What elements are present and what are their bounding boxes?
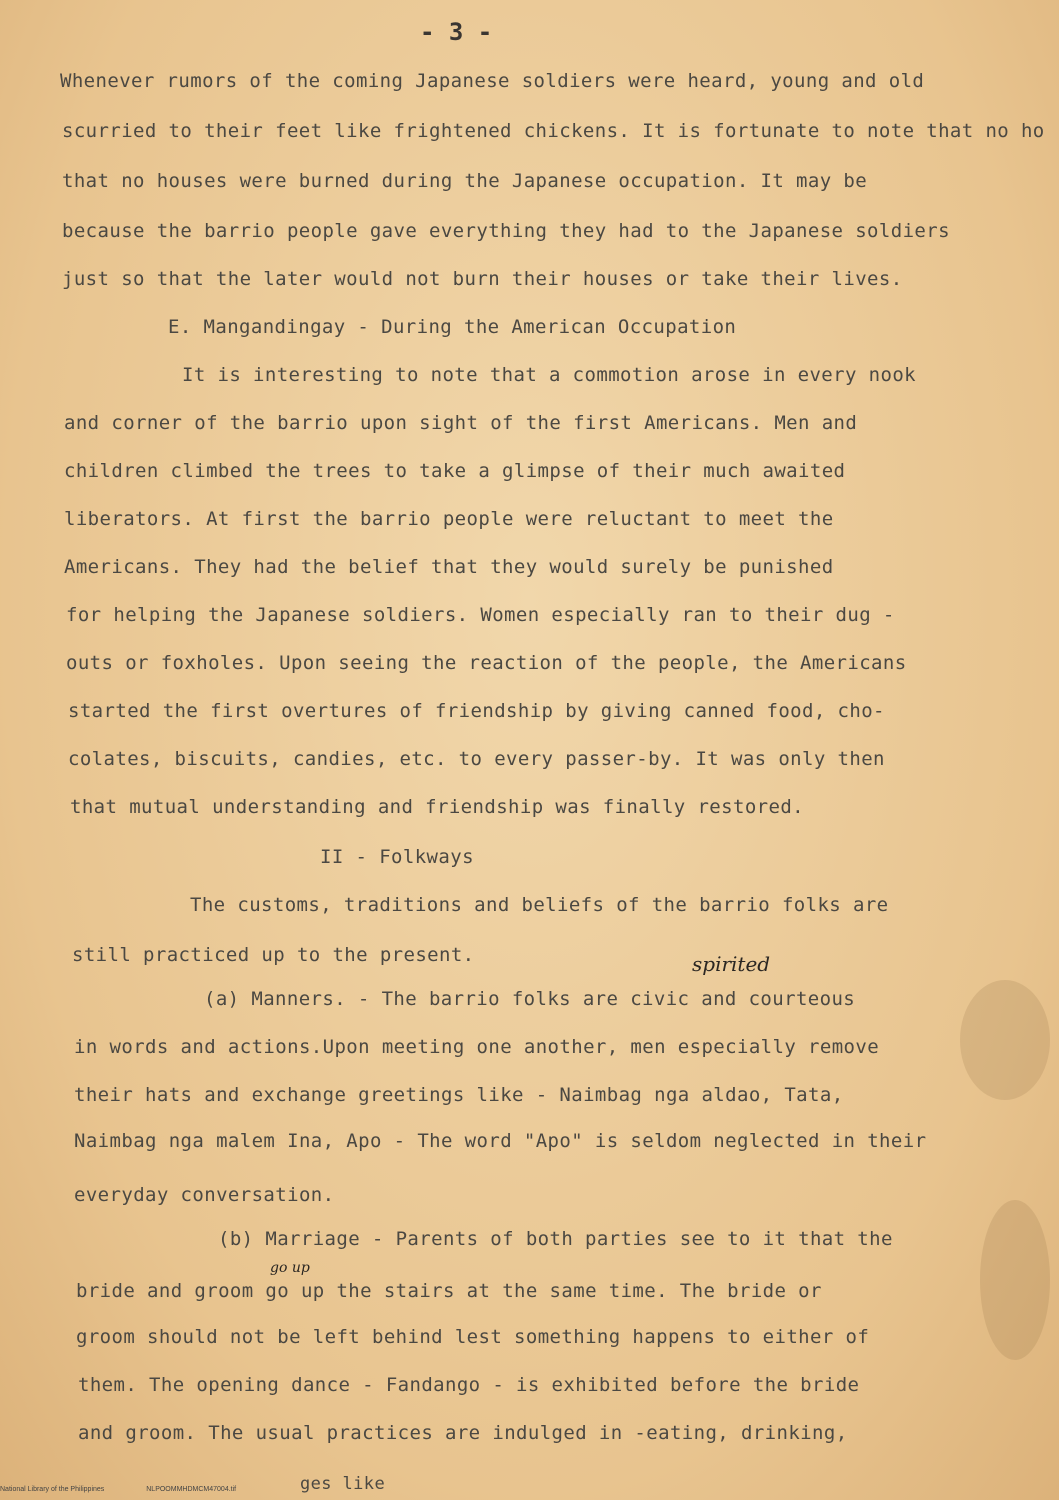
section-heading: II - Folkways [320, 846, 474, 868]
text-line: their hats and exchange greetings like - Naimbag nga aldao, Tata, [74, 1084, 844, 1106]
text-line: for helping the Japanese soldiers. Women especially ran to their dug - [66, 604, 895, 626]
page-number: - 3 - [420, 18, 493, 46]
text-line: scurried to their feet like frightened chickens. It is fortunate to note that no ho [62, 120, 1045, 142]
text-line: It is interesting to note that a commotion arose in every nook [182, 364, 917, 386]
stain [960, 980, 1050, 1100]
stain [980, 1200, 1050, 1360]
text-line: liberators. At first the barrio people were reluctant to meet the [64, 508, 834, 530]
text-line: groom should not be left behind lest something happens to either of [76, 1326, 870, 1348]
text-line: that no houses were burned during the Japanese occupation. It may be [62, 170, 868, 192]
text-line: Americans. They had the belief that they would surely be punished [64, 556, 834, 578]
text-line: Whenever rumors of the coming Japanese soldiers were heard, young and old [60, 70, 925, 92]
text-line: that mutual understanding and friendship was finally restored. [70, 796, 805, 818]
handwritten-note: spirited [692, 952, 771, 976]
footer-library: National Library of the Philippines [0, 1486, 105, 1493]
text-line: bride and groom go up the stairs at the same time. The bride or [76, 1280, 822, 1302]
handwritten-note: go up [270, 1260, 310, 1276]
text-line: still practiced up to the present. [72, 944, 475, 966]
text-line: just so that the later would not burn their houses or take their lives. [62, 268, 903, 290]
footer-file: NLPOOMMHDMCM47004.tif [146, 1486, 237, 1493]
text-line: in words and actions.Upon meeting one another, men especially remove [74, 1036, 880, 1058]
text-line: and corner of the barrio upon sight of the first Americans. Men and [64, 412, 858, 434]
text-line: outs or foxholes. Upon seeing the reaction of the people, the Americans [66, 652, 907, 674]
text-line-partial: ges like [300, 1474, 386, 1494]
text-line: children climbed the trees to take a glimpse of their much awaited [64, 460, 846, 482]
text-line: and groom. The usual practices are indulged in -eating, drinking, [78, 1422, 848, 1444]
text-line: them. The opening dance - Fandango - is exhibited before the bride [78, 1374, 860, 1396]
text-line: The customs, traditions and beliefs of the barrio folks are [190, 894, 889, 916]
text-line: everyday conversation. [74, 1184, 335, 1206]
footer [0, 1486, 276, 1493]
text-line: because the barrio people gave everything they had to the Japanese soldiers [62, 220, 950, 242]
text-line: Naimbag nga malem Ina, Apo - The word "Apo" is seldom neglected in their [74, 1130, 927, 1152]
text-line: started the first overtures of friendship by giving canned food, cho- [68, 700, 885, 722]
section-heading: E. Mangandingay - During the American Occupation [168, 316, 737, 338]
text-line: (b) Marriage - Parents of both parties see to it that the [218, 1228, 893, 1250]
text-line: colates, biscuits, candies, etc. to every passer-by. It was only then [68, 748, 885, 770]
text-line: (a) Manners. - The barrio folks are civic and courteous [204, 988, 856, 1010]
